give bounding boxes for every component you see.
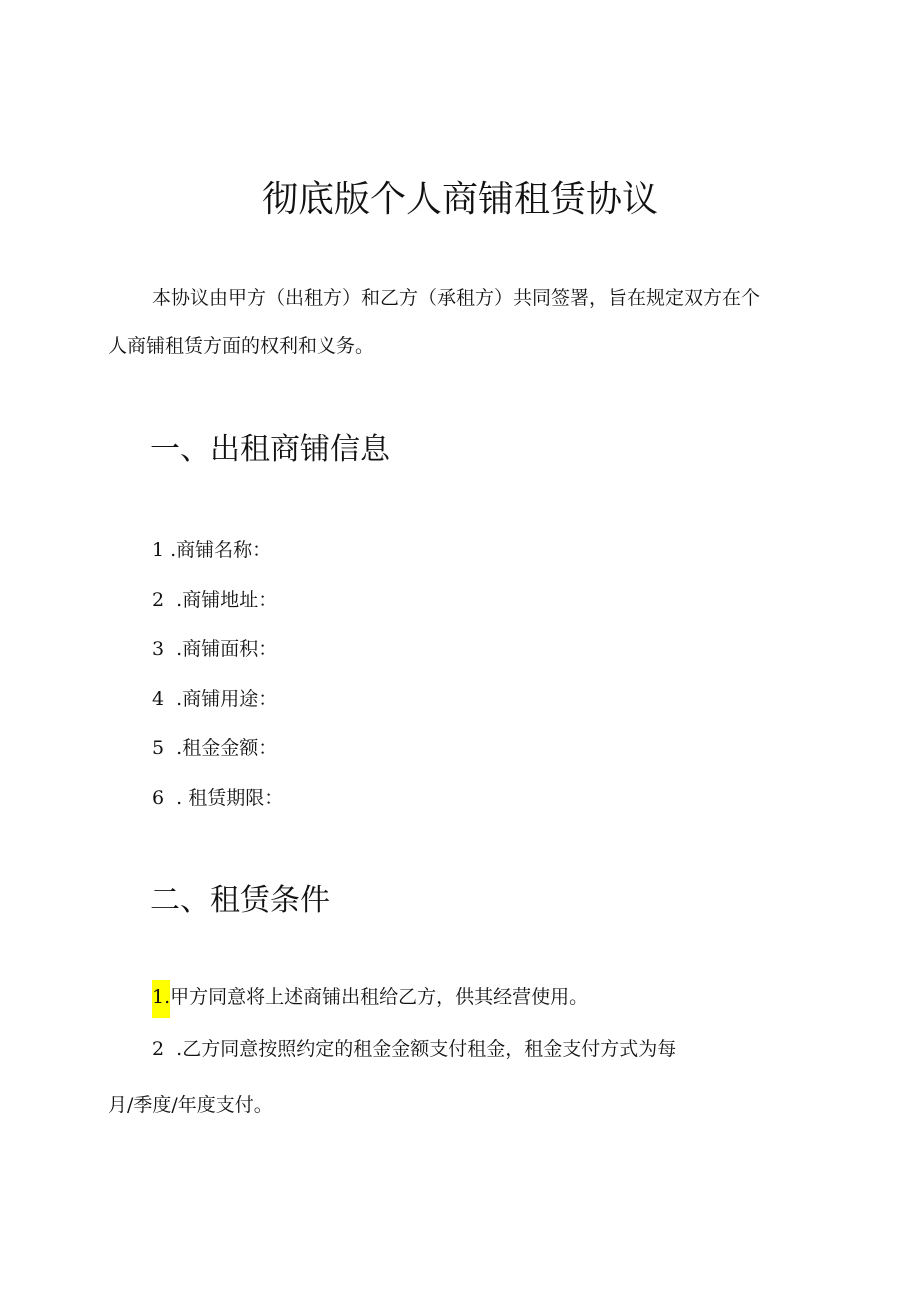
section-heading-shop-info: 一、出租商铺信息 — [150, 432, 390, 467]
list-item-rent-amount: 5 .租金金额： — [152, 737, 278, 759]
highlighted-number: 1. — [152, 980, 170, 1018]
list-item-shop-address: 2 .商铺地址： — [152, 588, 278, 611]
intro-paragraph — [108, 283, 808, 361]
intro-line-2: 人商铺租赁方面的权利和义务。 — [108, 335, 375, 357]
list-item-shop-area: 3 .商铺面积： — [152, 638, 278, 660]
lease-terms — [108, 982, 808, 1120]
term-1-text: 甲方同意将上述商铺出租给乙方，供其经营使用。 — [170, 986, 589, 1008]
term-1 — [108, 982, 808, 1012]
term-2-line-1: 2 .乙方同意按照约定的租金金额支付租金，租金支付方式为每 — [152, 1038, 677, 1060]
intro-line-1: 本协议由甲方（出租方）和乙方（承租方）共同签署，旨在规定双方在个 — [152, 287, 761, 309]
shop-info-list — [152, 535, 283, 832]
list-item-lease-term: 6 . 租赁期限： — [152, 786, 284, 809]
document-title: 彻底版个人商铺租赁协议 — [261, 179, 658, 220]
section-heading-lease-terms: 二、租赁条件 — [150, 883, 330, 918]
list-item-shop-usage: 4 .商铺用途： — [152, 687, 278, 710]
list-item-shop-name: 1 .商铺名称： — [152, 539, 272, 561]
term-2-line-2: 月/季度/年度支付。 — [108, 1094, 273, 1116]
